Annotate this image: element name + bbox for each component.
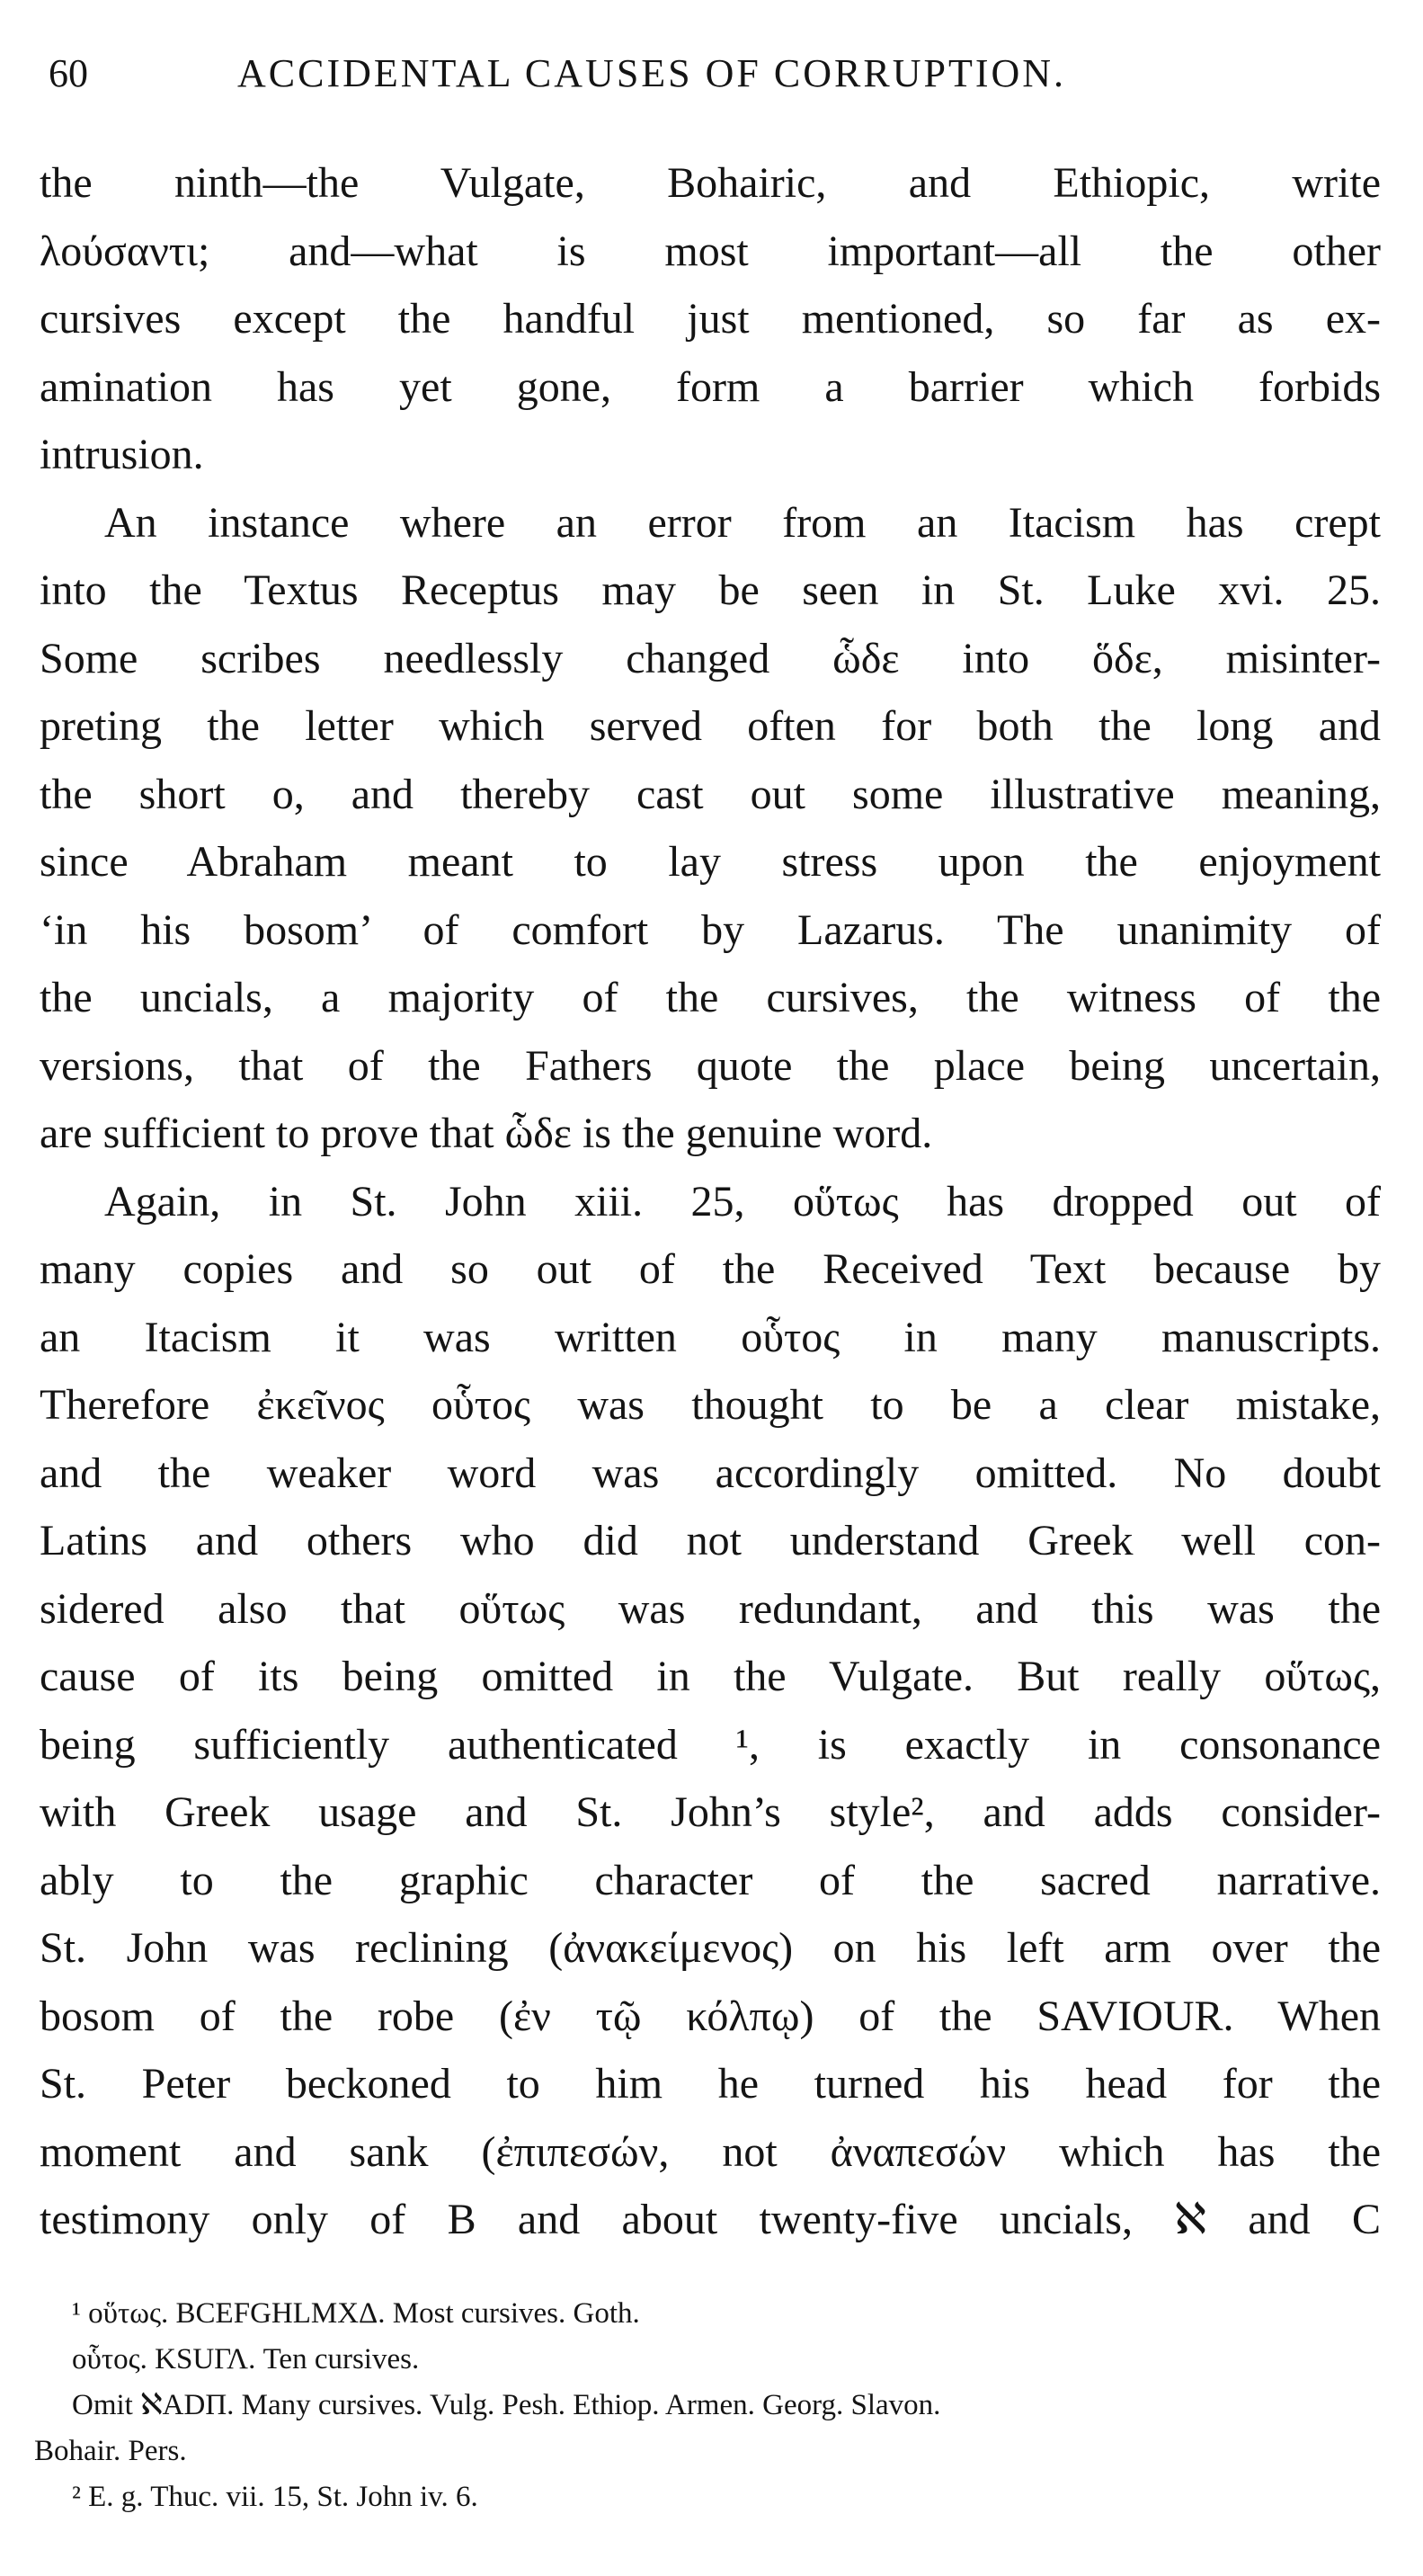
footnotes [34, 2291, 1383, 2520]
footnote-1: ¹ οὕτως. BCEFGHLMXΔ. Most cursives. Goth. [72, 2297, 640, 2330]
footnote-2: ² E. g. Thuc. vii. 15, St. John iv. 6. [72, 2481, 478, 2513]
text-line: St. Peter beckoned to him he turned his head for the [40, 2060, 1381, 2108]
text-line: sidered also that οὕτως was redundant, and this was the [40, 1584, 1381, 1633]
text-line: into the Textus Receptus may be seen in St. Luke xvi. 25. [40, 566, 1381, 614]
text-line: an Itacism it was written οὗτος in many manuscripts. [40, 1313, 1381, 1361]
text-line: Some scribes needlessly changed ὧδε into ὅδε, misinter- [40, 634, 1381, 682]
text-line: amination has yet gone, form a barrier which forbids [40, 362, 1381, 411]
text-line: cursives except the handful just mentioned, so far as ex- [40, 295, 1381, 343]
text-line: ably to the graphic character of the sacred narrative. [40, 1856, 1381, 1904]
text-line: the short o, and thereby cast out some illustrative meaning, [40, 770, 1381, 818]
text-line: intrusion. [40, 431, 204, 478]
text-line: bosom of the robe (ἐν τῷ κόλπῳ) of the SAVIOUR. When [40, 1992, 1381, 2040]
text-line: are sufficient to prove that ὧδε is the genuine word. [40, 1110, 933, 1157]
text-line: moment and sank (ἐπιπεσών, not ἀναπεσών which has the [40, 2127, 1381, 2176]
text-line: Again, in St. John xiii. 25, οὕτως has dropped out of [104, 1177, 1381, 1226]
text-line: the ninth—the Vulgate, Bohairic, and Ethiopic, write [40, 159, 1381, 207]
footnote-1-omit: Omit ℵADΠ. Many cursives. Vulg. Pesh. Ethiop. Armen. Georg. Slavon. [72, 2389, 941, 2421]
text-line: and the weaker word was accordingly omitted. No doubt [40, 1448, 1381, 1497]
running-title: ACCIDENTAL CAUSES OF CORRUPTION. [237, 51, 1067, 95]
text-line: the uncials, a majority of the cursives, the witness of the [40, 974, 1381, 1021]
page-number: 60 [49, 51, 88, 95]
text-line: λούσαντι; and—what is most important—all the other [40, 227, 1381, 275]
footnote-1-omit-cont: Bohair. Pers. [34, 2435, 187, 2467]
text-line: versions, that of the Fathers quote the place being uncertain, [40, 1041, 1381, 1090]
page-header [49, 50, 1397, 104]
text-line: being sufficiently authenticated ¹, is exactly in consonance [40, 1720, 1381, 1769]
text-line: St. John was reclining (ἀνακείμενος) on his left arm over the [40, 1924, 1381, 1972]
text-line: An instance where an error from an Itacism has crept [104, 498, 1381, 547]
body-text [40, 149, 1381, 2254]
text-line: many copies and so out of the Received Text because by [40, 1245, 1381, 1293]
text-line: with Greek usage and St. John’s style², and adds consider- [40, 1788, 1381, 1836]
footnote-1-cont: οὗτος. KSUΓΛ. Ten cursives. [72, 2343, 420, 2375]
text-line: preting the letter which served often for both the long and [40, 702, 1381, 750]
text-line: ‘in his bosom’ of comfort by Lazarus. The unanimity of [40, 905, 1381, 954]
text-line: Therefore ἐκεῖνος οὗτος was thought to be a clear mistake, [40, 1381, 1381, 1429]
text-line: Latins and others who did not understand Greek well con- [40, 1517, 1381, 1564]
text-line: cause of its being omitted in the Vulgate. But really οὕτως, [40, 1653, 1381, 1700]
text-line: testimony only of B and about twenty-five uncials, ℵ and C [40, 2196, 1381, 2243]
text-line: since Abraham meant to lay stress upon the enjoyment [40, 838, 1381, 886]
